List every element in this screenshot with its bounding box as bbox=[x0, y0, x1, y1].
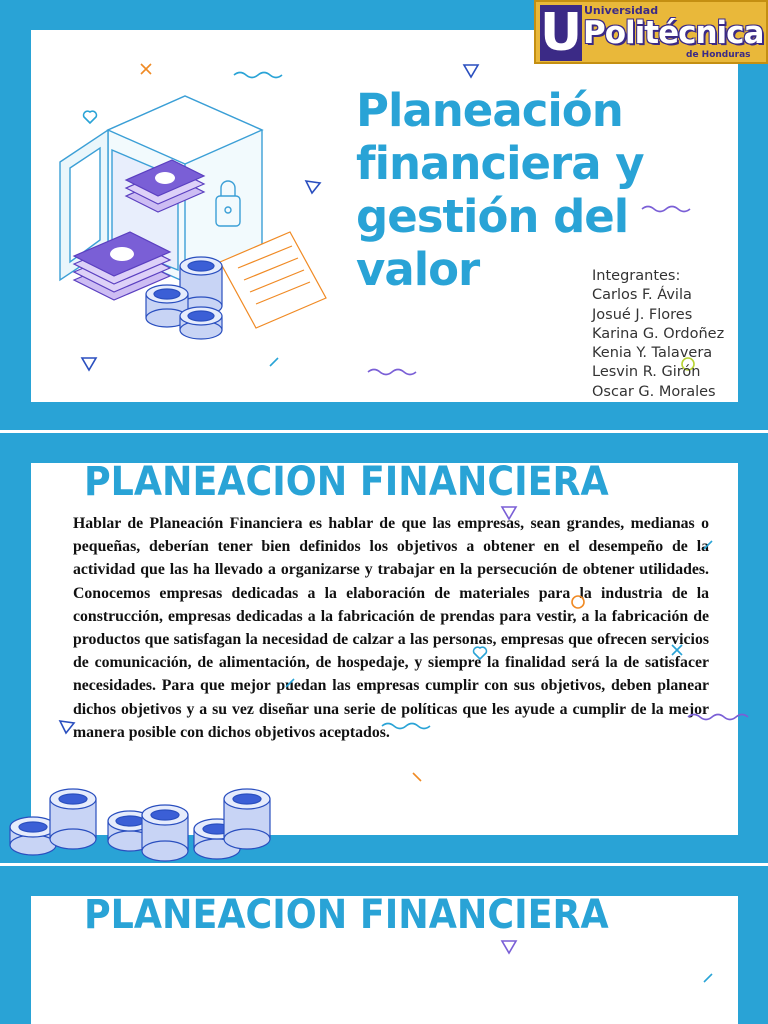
section-title: PLANEACION FINANCIERA bbox=[84, 459, 609, 505]
coin-stack-illustration bbox=[10, 789, 270, 861]
slide-planeacion-2 bbox=[0, 866, 768, 1024]
logo-main-text: Politécnica bbox=[583, 15, 764, 51]
members-label: Integrantes: bbox=[592, 268, 681, 284]
slide-cover bbox=[0, 0, 768, 430]
slide3-decorations bbox=[0, 866, 768, 1024]
member-name: Oscar G. Morales bbox=[592, 383, 716, 400]
member-name: Josué J. Flores bbox=[592, 306, 693, 323]
logo-bottom-text: de Honduras bbox=[686, 50, 751, 60]
cover-title: Planeación financiera y gestión del valor bbox=[356, 84, 644, 296]
logo-letter: U bbox=[540, 3, 583, 63]
members-list bbox=[592, 267, 768, 402]
slide2-decorations bbox=[0, 433, 768, 863]
member-name: Lesvin R. Girón bbox=[592, 364, 701, 381]
member-name: Kenia Y. Talavera bbox=[592, 345, 713, 362]
body-paragraph: Hablar de Planeación Financiera es hablar de que las empresas, sean grandes, medianas o pequeñas, deberían tener bien definidos los objetivos a obtener en el desempeño de la actividad que las ha llevado a organizarse y trabajar en la persecución de obtener utilidades. Conocemos empresas dedicadas a la elaboración de materiales para la industria de la construcción, empresas dedicadas a la fabricación de prendas para vestir, a la fabricación de productos que satisfagan la necesidad de calzar a las personas, empresas que ofrecen servicios de comunicación, de alimentación, de hospedaje, y siempre la finalidad será la de satisfacer necesidades. Para que mejor puedan las empresas cumplir con sus objetivos, deben planear dichos objetivos y a su vez diseñar una serie de políticas que les ayude a cumplir de la mejor manera posible con dichos objetivos aceptados. bbox=[73, 515, 709, 741]
section-title: PLANEACION FINANCIERA bbox=[84, 892, 609, 938]
member-name: Carlos F. Ávila bbox=[592, 287, 692, 304]
decorative-marks bbox=[502, 941, 712, 982]
logo-top-text: Universidad bbox=[584, 4, 659, 17]
slide-planeacion bbox=[0, 433, 768, 863]
decorative-marks bbox=[60, 507, 748, 781]
member-name: Karina G. Ordoñez bbox=[592, 325, 725, 342]
university-logo bbox=[534, 0, 768, 64]
